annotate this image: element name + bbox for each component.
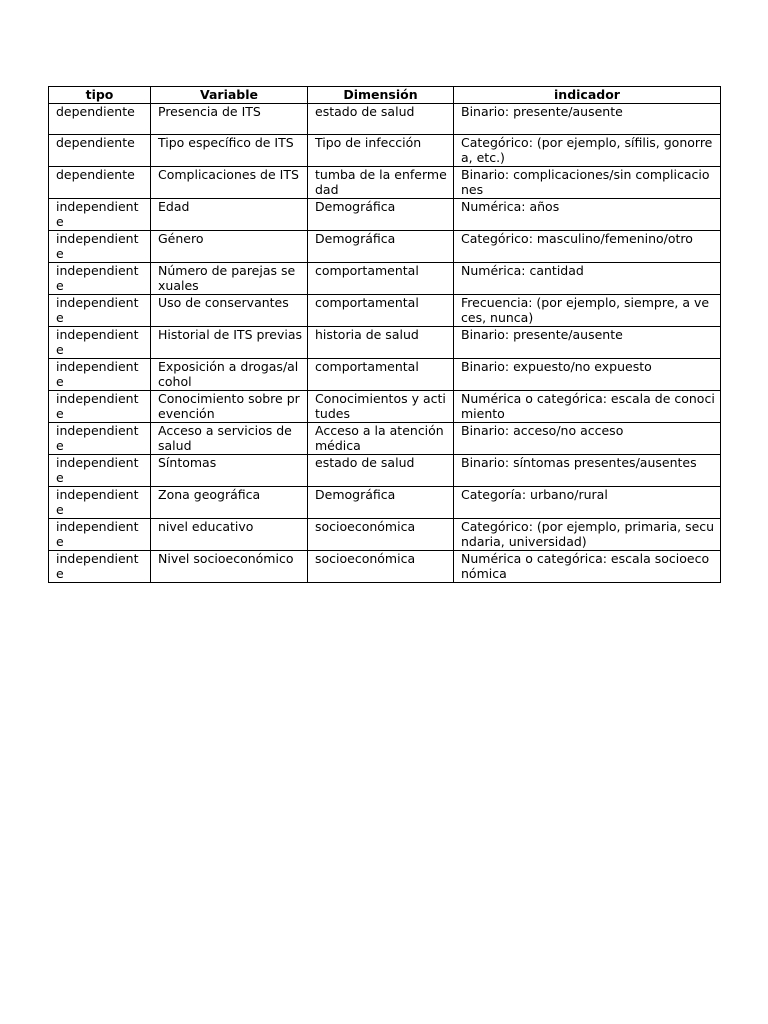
table-row (49, 230, 721, 262)
cell-dimension: historia de salud (308, 326, 454, 358)
header-tipo: tipo (49, 87, 151, 104)
table-row (49, 422, 721, 454)
cell-dimension: tumba de la enfermedad (308, 166, 454, 198)
cell-tipo: independiente (49, 230, 151, 262)
cell-indicador: Binario: expuesto/no expuesto (454, 358, 721, 390)
table-row (49, 518, 721, 550)
cell-tipo: independiente (49, 262, 151, 294)
cell-dimension: estado de salud (308, 454, 454, 486)
cell-tipo: independiente (49, 486, 151, 518)
table-row (49, 454, 721, 486)
cell-indicador: Frecuencia: (por ejemplo, siempre, a veces, nunca) (454, 294, 721, 326)
cell-variable: nivel educativo (151, 518, 308, 550)
cell-variable: Género (151, 230, 308, 262)
cell-tipo: independiente (49, 518, 151, 550)
cell-dimension: Demográfica (308, 230, 454, 262)
cell-tipo: dependiente (49, 103, 151, 134)
cell-indicador: Categórico: masculino/femenino/otro (454, 230, 721, 262)
cell-variable: Exposición a drogas/alcohol (151, 358, 308, 390)
table-row (49, 262, 721, 294)
cell-dimension: comportamental (308, 358, 454, 390)
cell-variable: Edad (151, 198, 308, 230)
header-variable: Variable (151, 87, 308, 104)
cell-indicador: Binario: presente/ausente (454, 326, 721, 358)
cell-variable: Tipo específico de ITS (151, 134, 308, 166)
header-dimension: Dimensión (308, 87, 454, 104)
cell-dimension: Acceso a la atención médica (308, 422, 454, 454)
cell-tipo: dependiente (49, 134, 151, 166)
cell-tipo: independiente (49, 198, 151, 230)
cell-variable: Conocimiento sobre prevención (151, 390, 308, 422)
cell-dimension: Demográfica (308, 486, 454, 518)
cell-tipo: independiente (49, 550, 151, 582)
cell-tipo: independiente (49, 326, 151, 358)
cell-indicador: Binario: acceso/no acceso (454, 422, 721, 454)
cell-indicador: Binario: complicaciones/sin complicaciones (454, 166, 721, 198)
cell-dimension: socioeconómica (308, 518, 454, 550)
cell-dimension: Tipo de infección (308, 134, 454, 166)
table-row (49, 326, 721, 358)
cell-indicador: Numérica o categórica: escala de conocimiento (454, 390, 721, 422)
cell-dimension: comportamental (308, 294, 454, 326)
cell-variable: Acceso a servicios de salud (151, 422, 308, 454)
header-indicador: indicador (454, 87, 721, 104)
cell-variable: Número de parejas sexuales (151, 262, 308, 294)
table-row (49, 103, 721, 134)
variables-table (48, 86, 721, 583)
table-row (49, 550, 721, 582)
cell-tipo: independiente (49, 454, 151, 486)
cell-dimension: Demográfica (308, 198, 454, 230)
table-row (49, 294, 721, 326)
table-row (49, 390, 721, 422)
table-row (49, 486, 721, 518)
cell-indicador: Categoría: urbano/rural (454, 486, 721, 518)
table-row (49, 358, 721, 390)
cell-variable: Presencia de ITS (151, 103, 308, 134)
cell-variable: Historial de ITS previas (151, 326, 308, 358)
table-header-row (49, 87, 721, 104)
table-row (49, 134, 721, 166)
table-row (49, 198, 721, 230)
table-row (49, 166, 721, 198)
cell-tipo: dependiente (49, 166, 151, 198)
cell-indicador: Numérica: años (454, 198, 721, 230)
cell-dimension: socioeconómica (308, 550, 454, 582)
cell-indicador: Binario: presente/ausente (454, 103, 721, 134)
cell-indicador: Categórico: (por ejemplo, sífilis, gonorrea, etc.) (454, 134, 721, 166)
cell-indicador: Categórico: (por ejemplo, primaria, secundaria, universidad) (454, 518, 721, 550)
cell-variable: Zona geográfica (151, 486, 308, 518)
cell-tipo: independiente (49, 390, 151, 422)
cell-indicador: Binario: síntomas presentes/ausentes (454, 454, 721, 486)
cell-indicador: Numérica: cantidad (454, 262, 721, 294)
cell-variable: Síntomas (151, 454, 308, 486)
cell-variable: Nivel socioeconómico (151, 550, 308, 582)
cell-tipo: independiente (49, 358, 151, 390)
cell-dimension: estado de salud (308, 103, 454, 134)
cell-variable: Uso de conservantes (151, 294, 308, 326)
cell-dimension: Conocimientos y actitudes (308, 390, 454, 422)
cell-variable: Complicaciones de ITS (151, 166, 308, 198)
cell-tipo: independiente (49, 294, 151, 326)
cell-indicador: Numérica o categórica: escala socioeconómica (454, 550, 721, 582)
cell-tipo: independiente (49, 422, 151, 454)
cell-dimension: comportamental (308, 262, 454, 294)
